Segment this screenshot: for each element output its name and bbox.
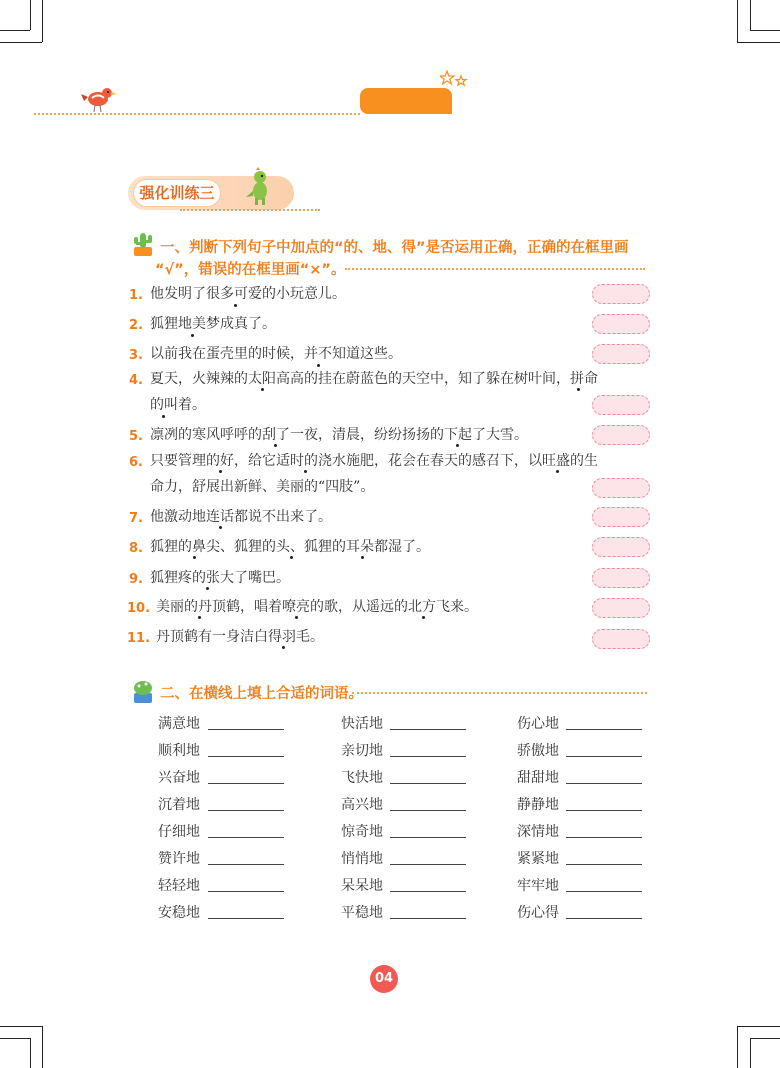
section2-title: 二、在横线上填上合适的词语。 [160,686,363,702]
question-text: 美丽的丹顶鹤，唱着嘹亮的歌，从遥远的北方飞来。 [156,599,478,615]
question-text: 以前我在蛋壳里的时候，并不知道这些。 [150,346,402,362]
word-label: 惊奇地 [341,824,383,840]
question-text: 他激动地连话都说不出来了。 [150,509,332,525]
header-orange-tab [360,88,452,114]
question-text: 夏天，火辣辣的太阳高高的挂在蔚蓝色的天空中，知了躲在树叶间，拼命 [150,371,598,387]
emphasis-dot [274,444,277,447]
fill-blank[interactable] [208,837,284,838]
page-number: 04 [374,971,394,986]
fill-blank[interactable] [208,729,284,730]
fill-blank[interactable] [566,864,642,865]
question-number: 8. [129,541,143,556]
question-text: 他发明了很多可爱的小玩意儿。 [150,286,346,302]
question-number: 9. [129,572,143,587]
emphasis-dot [295,616,298,619]
question-text: 狐狸的鼻尖、狐狸的头、狐狸的耳朵都湿了。 [150,539,430,555]
crop-mark [0,1026,42,1027]
question-text: 凛冽的寒风呼呼的刮了一夜，清晨，纷纷扬扬的下起了大雪。 [150,427,528,443]
word-label: 骄傲地 [517,743,559,759]
answer-box-6[interactable] [592,478,650,498]
answer-box-3[interactable] [592,344,650,364]
fill-blank[interactable] [208,891,284,892]
word-label: 呆呆地 [341,878,383,894]
bird-icon [80,82,120,114]
crop-mark [737,1026,738,1068]
badge-dotted-line [180,209,320,211]
fill-blank[interactable] [566,810,642,811]
crop-mark [737,0,738,42]
answer-box-7[interactable] [592,507,650,527]
word-label: 赞许地 [158,851,200,867]
question-text: 狐狸地美梦成真了。 [150,316,276,332]
question-number: 1. [129,288,143,303]
fill-blank[interactable] [390,783,466,784]
emphasis-dot [193,556,196,559]
fill-blank[interactable] [390,864,466,865]
emphasis-dot [198,616,201,619]
word-label: 沉着地 [158,797,200,813]
word-label: 甜甜地 [517,770,559,786]
section1-title-line1: 一、判断下列句子中加点的“的、地、得”是否运用正确，正确的在框里画 [160,240,629,256]
crop-mark [0,42,42,43]
question-text: 命力，舒展出新鲜、美丽的“四肢”。 [150,479,375,495]
crop-mark [737,1026,780,1027]
word-label: 顺利地 [158,743,200,759]
word-label: 轻轻地 [158,878,200,894]
question-number: 5. [129,429,143,444]
word-label: 亲切地 [341,743,383,759]
fill-blank[interactable] [566,918,642,919]
crop-mark [737,42,780,43]
section1-dotted-fill [345,268,645,270]
fill-blank[interactable] [390,729,466,730]
fill-blank[interactable] [390,891,466,892]
crop-mark [750,0,751,30]
word-label: 伤心地 [517,716,559,732]
fill-blank[interactable] [208,756,284,757]
question-number: 11. [127,631,151,646]
section1-title-line2: “√”，错误的在框里画“×”。 [155,262,346,278]
question-number: 10. [127,601,151,616]
emphasis-dot [290,556,293,559]
fill-blank[interactable] [390,837,466,838]
question-number: 3. [129,348,143,363]
question-text: 只要管理的好，给它适时的浇水施肥，花会在春天的感召下，以旺盛的生 [150,453,598,469]
dinosaur-icon [244,167,274,207]
answer-box-9[interactable] [592,568,650,588]
fill-blank[interactable] [208,783,284,784]
question-text: 丹顶鹤有一身洁白得羽毛。 [156,629,324,645]
crop-mark [0,30,30,31]
answer-box-1[interactable] [592,284,650,304]
word-label: 静静地 [517,797,559,813]
emphasis-dot [206,587,209,590]
fill-blank[interactable] [566,729,642,730]
question-text: 的叫着。 [150,397,206,413]
fill-blank[interactable] [566,891,642,892]
question-text: 狐狸疼的张大了嘴巴。 [150,570,290,586]
answer-box-2[interactable] [592,314,650,334]
answer-box-10[interactable] [592,598,650,618]
fill-blank[interactable] [208,864,284,865]
emphasis-dot [556,470,559,473]
answer-box-8[interactable] [592,537,650,557]
word-label: 仔细地 [158,824,200,840]
page-title: 强化训练三 [139,184,215,202]
crop-mark [42,1026,43,1068]
answer-box-5[interactable] [592,425,650,445]
word-label: 紧紧地 [517,851,559,867]
crop-mark [30,0,31,30]
emphasis-dot [422,616,425,619]
word-label: 深情地 [517,824,559,840]
emphasis-dot [282,646,285,649]
question-number: 4. [129,373,143,388]
emphasis-dot [234,304,237,307]
crop-mark [750,1038,751,1068]
answer-box-4[interactable] [592,395,650,415]
word-label: 平稳地 [341,905,383,921]
section2-dotted-fill [352,692,647,694]
answer-box-11[interactable] [592,629,650,649]
word-label: 伤心得 [517,905,559,921]
emphasis-dot [219,526,222,529]
emphasis-dot [162,415,165,418]
emphasis-dot [456,444,459,447]
cactus-icon [130,229,156,257]
emphasis-dot [261,388,264,391]
word-label: 飞快地 [341,770,383,786]
crop-mark [0,1038,30,1039]
crop-mark [42,0,43,42]
fill-blank[interactable] [390,810,466,811]
question-number: 2. [129,318,143,333]
fill-blank[interactable] [390,756,466,757]
word-label: 满意地 [158,716,200,732]
stars-icon [440,70,470,90]
fill-blank[interactable] [566,783,642,784]
crop-mark [30,1038,31,1068]
fill-blank[interactable] [566,756,642,757]
question-number: 6. [129,455,143,470]
emphasis-dot [361,556,364,559]
emphasis-dot [577,388,580,391]
plant-pot-icon [130,676,156,704]
fill-blank[interactable] [390,918,466,919]
emphasis-dot [317,364,320,367]
word-label: 悄悄地 [341,851,383,867]
fill-blank[interactable] [566,837,642,838]
emphasis-dot [219,470,222,473]
word-label: 高兴地 [341,797,383,813]
word-label: 兴奋地 [158,770,200,786]
question-number: 7. [129,511,143,526]
fill-blank[interactable] [208,810,284,811]
word-label: 牢牢地 [517,878,559,894]
emphasis-dot [304,470,307,473]
crop-mark [750,30,780,31]
word-label: 快活地 [341,716,383,732]
crop-mark [750,1038,780,1039]
emphasis-dot [191,334,194,337]
fill-blank[interactable] [208,918,284,919]
word-label: 安稳地 [158,905,200,921]
